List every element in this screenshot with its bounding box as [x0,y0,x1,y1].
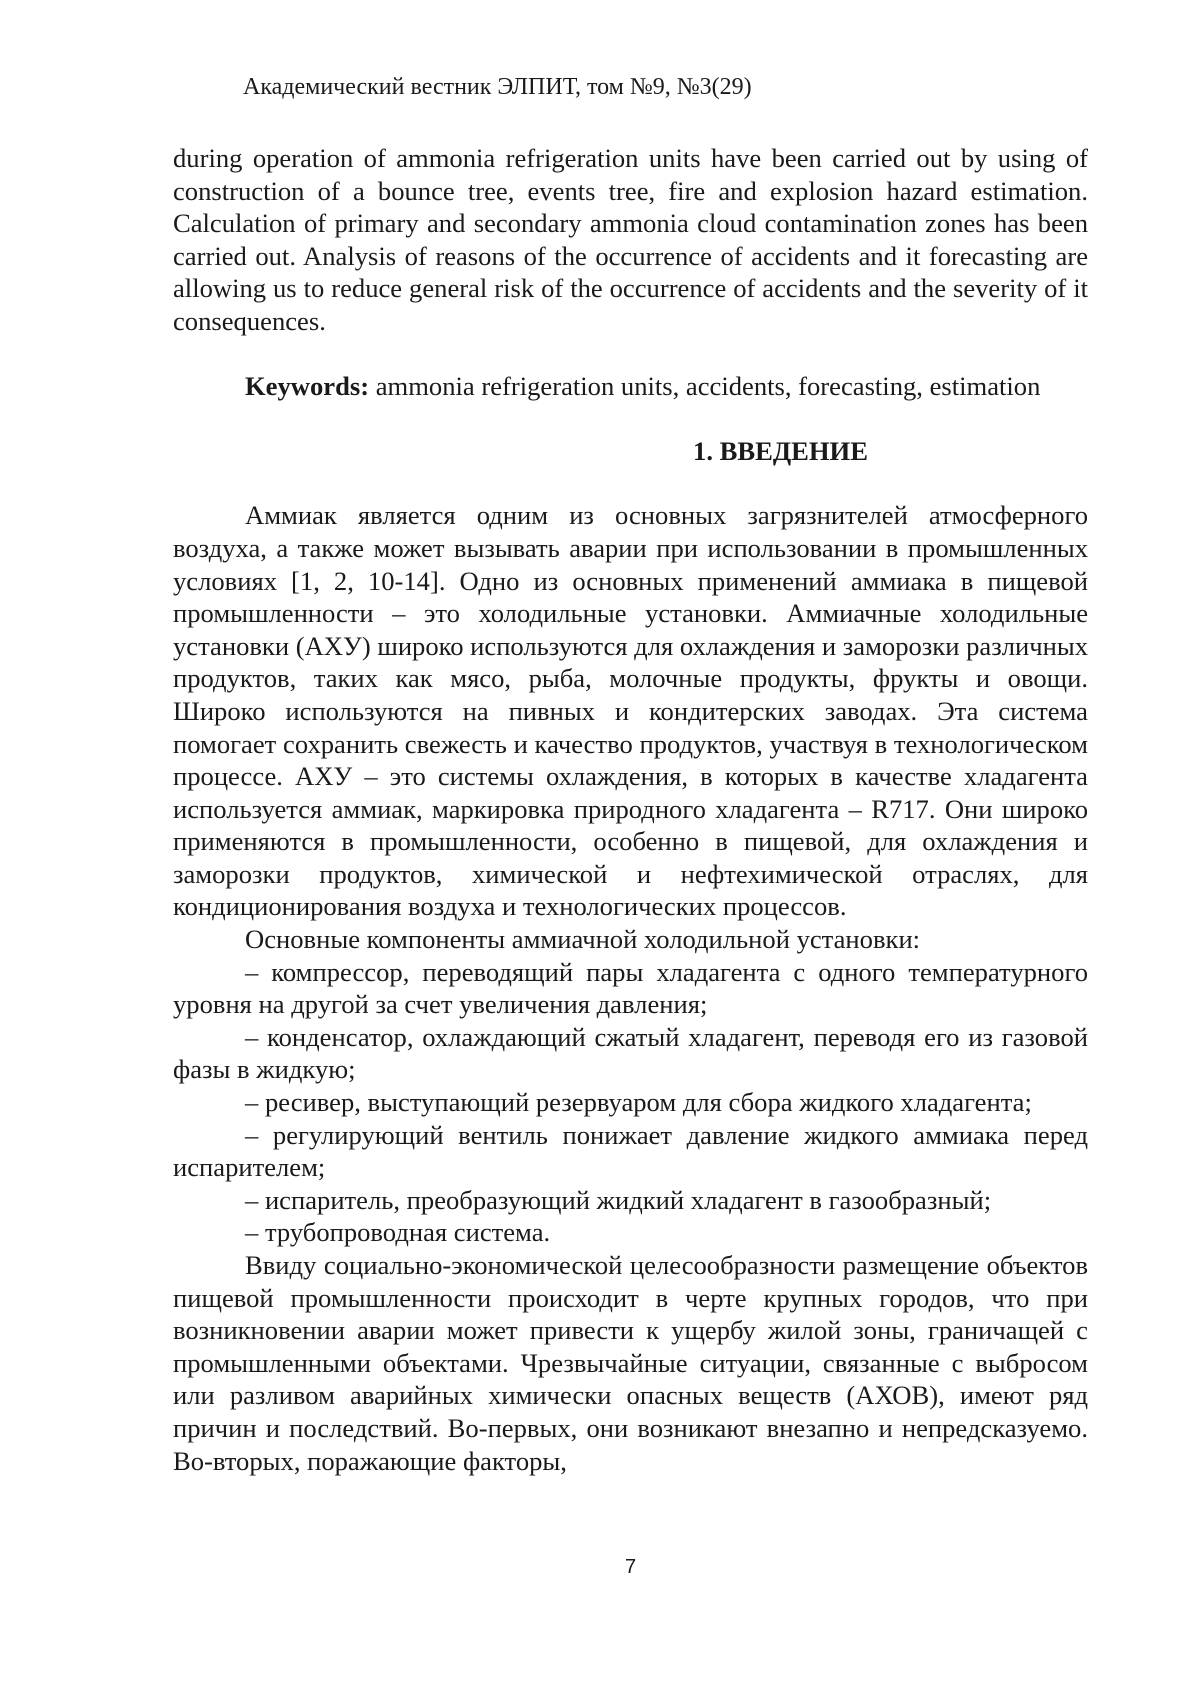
intro-paragraph: Аммиак является одним из основных загрязнителей атмосферного воздуха, а также может вызывать аварии при использовании в промышленных условиях [1, 2, 10-14]. Одно из основных применений аммиака в пищевой промышленности – это холодильные установки. Аммиачные холодильные установки (АХУ) широко используются для охлаждения и заморозки различных продуктов, таких как мясо, рыба, молочные продукты, фрукты и овощи. Широко используются на пивных и кондитерских заводах. Эта система помогает сохранить свежесть и качество продуктов, участвуя в технологическом процессе. АХУ – это системы охлаждения, в которых в качестве хладагента используется аммиак, маркировка природного хладагента – R717. Они широко применяются в промышленности, особенно в пищевой, для охлаждения и заморозки продуктов, химической и нефтехимической отраслях, для кондиционирования воздуха и технологических процессов. [173,500,1088,922]
keywords-paragraph [173,370,1088,403]
component-item-piping: – трубопроводная система. [245,1217,551,1248]
section-heading: 1. ВВЕДЕНИЕ [693,435,868,466]
component-item-valve: – регулирующий вентиль понижает давление жидкого аммиака перед испарителем; [173,1119,1088,1183]
journal-header: Академический вестник ЭЛПИТ, том №9, №3(29) [243,74,752,100]
keywords-label: Keywords: [245,371,370,402]
document-page [173,0,1088,1697]
page-number: 7 [624,1556,637,1578]
abstract-paragraph: during operation of ammonia refrigeration units have been carried out by using of construction of a bounce tree, events tree, fire and explosion hazard estimation. Calculation of primary and secondary ammonia cloud contamination zones has been carried out. Analysis of reasons of the occurrence of accidents and it forecasting are allowing us to reduce general risk of the occurrence of accidents and the severity of it consequences. [173,143,1088,336]
component-item-receiver: – ресивер, выступающий резервуаром для сбора жидкого хладагента; [245,1087,1032,1118]
component-item-condenser: – конденсатор, охлаждающий сжатый хладагент, переводя его из газовой фазы в жидкую; [173,1021,1088,1085]
page-content [173,142,1088,1477]
component-item-evaporator: – испаритель, преобразующий жидкий хладагент в газообразный; [245,1184,992,1215]
keywords-text: ammonia refrigeration units, accidents, forecasting, estimation [375,371,1041,402]
body-paragraph: Ввиду социально-экономической целесообразности размещение объектов пищевой промышленности происходит в черте крупных городов, что при возникновении аварии может привести к ущербу жилой зоны, граничащей с промышленными объектами. Чрезвычайные ситуации, связанные с выбросом или разливом аварийных химически опасных веществ (АХОВ), имеют ряд причин и последствий. Во-первых, они возникают внезапно и непредсказуемо. Во-вторых, поражающие факторы, [173,1250,1088,1476]
components-intro: Основные компоненты аммиачной холодильной установки: [245,924,921,955]
component-item-compressor: – компрессор, переводящий пары хладагента с одного температурного уровня на другой за счет увеличения давления; [173,956,1088,1020]
